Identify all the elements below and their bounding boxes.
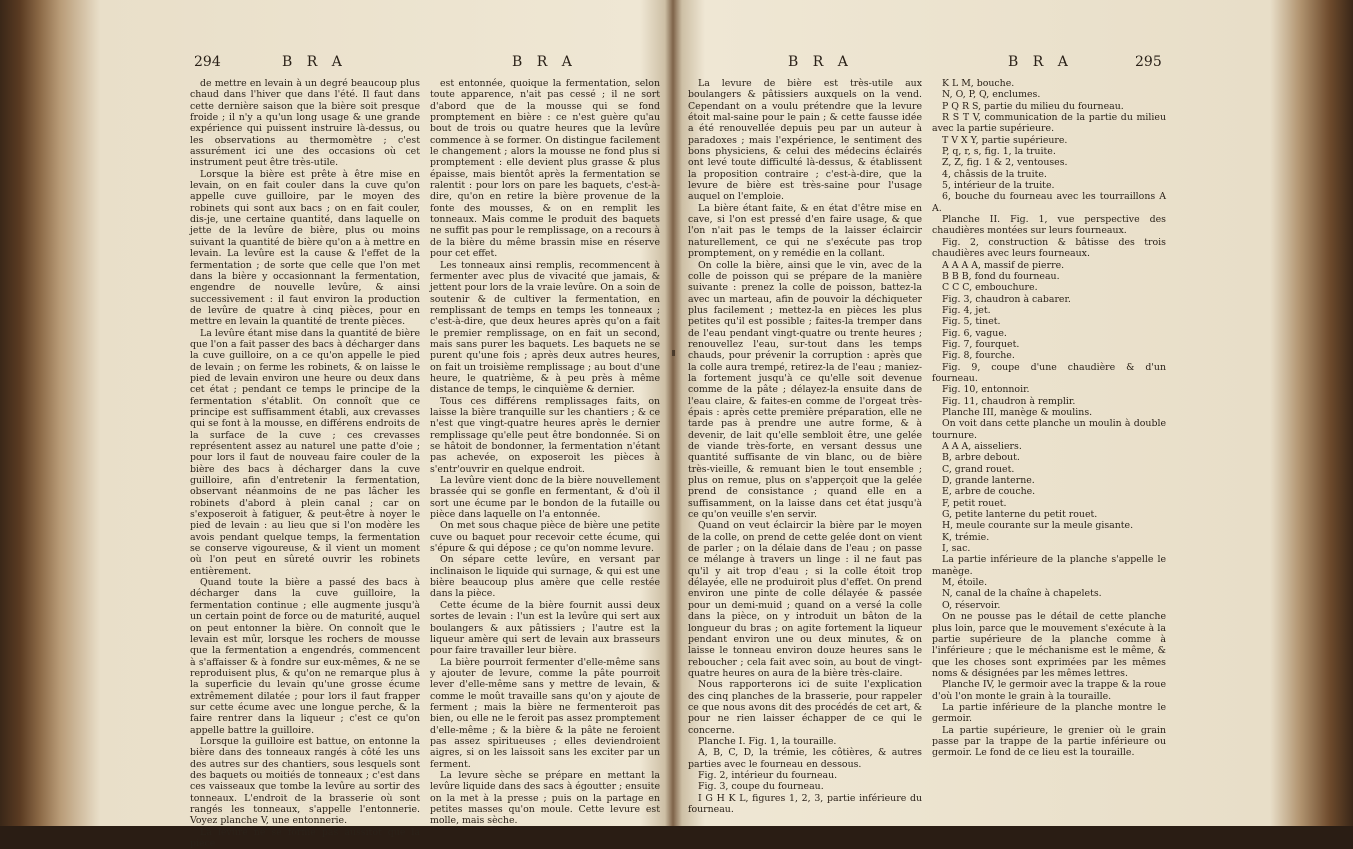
text-column-left-2: [430, 78, 660, 827]
paragraph: La levûre ne se forme pas aussitôt que la pièce: [190, 826, 420, 849]
paragraph: A, B, C, D, la trémie, les côtières, & autres parties avec le fourneau en dessous.: [688, 747, 922, 770]
legend-line: F, petit rouet.: [942, 497, 1007, 509]
paragraph: On sépare cette levûre, en versant par inclinaison le liquide qui surnage, & qui est une bière beaucoup plus amère que celle restée dans la pièce.: [430, 554, 660, 600]
legend-line: La partie inférieure de la planche s'appelle le manège.: [932, 554, 1166, 577]
legend-line: A A A A, massif de pierre.: [942, 259, 1065, 271]
legend-line: M, étoile.: [942, 577, 988, 589]
legend-line: B B B, fond du fourneau.: [942, 270, 1060, 282]
legend-line: Fig. 9, coupe d'une chaudière & d'un fourneau.: [932, 361, 1166, 384]
legend-line: R S T V, communication de la partie du milieu avec la partie supérieure.: [932, 112, 1166, 135]
legend-line: K L M, bouche.: [942, 78, 1015, 89]
legend-line: Fig. 8, fourche.: [942, 350, 1015, 362]
legend-line: B, arbre debout.: [942, 452, 1020, 464]
legend-line: Fig. 11, chaudron à remplir.: [942, 395, 1076, 407]
running-head: B R A: [788, 54, 853, 70]
legend-line: G, petite lanterne du petit rouet.: [942, 509, 1098, 521]
legend-line: Fig. 6, vague.: [942, 327, 1007, 339]
legend-line: I, sac.: [942, 543, 971, 555]
legend-line: 6, bouche du fourneau avec les tourraillons A A.: [932, 191, 1166, 214]
legend-line: Fig. 10, entonnoir.: [942, 384, 1030, 396]
legend-line: Fig. 5, tinet.: [942, 316, 1001, 328]
gutter-mark: [672, 350, 675, 356]
right-page-header: [688, 50, 1166, 78]
right-page: [688, 50, 1166, 815]
paragraph: Lorsque la bière est prête à être mise en levain, on en fait couler dans la cuve qu'on appelle cuve guilloire, par le moyen des robinets qui sont aux bacs ; on en fait couler, dis-je, une certaine quantité, dans laquelle on jette de la levûre de bière, plus ou moins suivant la quantité de bière qu'on a à mettre en levain. La levûre est la cause & l'effet de la fermentation ; de sorte que celle que l'on met dans la bière y occasionnant la fermentation, engendre de nouvelle levûre, & ainsi successivement : il faut environ la production de levûre de quatre à cinq pièces, pour en mettre en levain la quantité de trente pièces.: [190, 168, 420, 328]
paragraph: Quand on veut éclaircir la bière par le moyen de la colle, on prend de cette gelée dont on vient de parler ; on la délaie dans de l'eau ; on passe ce mélange à travers un linge : il ne faut pas qu'il y ait trop d'eau ; si la colle étoit trop délayée, elle ne produiroit plus d'effet. On prend environ une pinte de colle délayée & passée pour un demi-muid ; quand on a versé la colle dans la pièce, on y introduit un bâton de la longueur du bras ; on agite fortement la liqueur pendant environ une ou deux minutes, & on laisse le tonneau environ douze heures sans le reboucher ; cela fait avec soin, au bout de vingt-quatre heures on aura de la bière très-claire.: [688, 520, 922, 679]
legend-line: On ne pousse pas le détail de cette planche plus loin, parce que le mouvement s'exécute à la partie supérieure de la planche comme à l'inférieure ; que le méchanisme est le même, & que les choses sont exprimées par les mêmes noms & désignées par les mêmes lettres.: [932, 611, 1166, 679]
legend-line: Fig. 2, construction & bâtisse des trois chaudières avec leurs fourneaux.: [932, 236, 1166, 260]
left-page-header: [190, 50, 660, 78]
paragraph: La levure de bière est très-utile aux boulangers & pâtissiers auxquels on la vend. Cependant on a voulu prétendre que la levure étoit mal-saine pour le pain ; & cette fausse idée a été renouvellée depuis peu par un auteur à paradoxes ; mais l'expérience, le sentiment des bons physiciens, & celui des médecins éclairés ont levé toute difficulté là-dessus, & établissent la proposition contraire ; c'est-à-dire, que la levure de bière est très-saine pour l'usage auquel on l'emploie.: [688, 78, 922, 203]
legend-line: T V X Y, partie supérieure.: [942, 134, 1068, 146]
legend-line: E, arbre de couche.: [942, 486, 1036, 498]
paragraph: La levûre vient donc de la bière nouvellement brassée qui se gonfle en fermentant, & d'où il sort une écume par le bondon de la futaille ou pièce dans laquelle on l'a entonnée.: [430, 475, 660, 521]
paragraph: La levure sèche se prépare en mettant la levûre liquide dans des sacs à égoutter ; ensuite on la met à la presse ; puis on la partage en petites masses qu'on moule. Cette levure est molle, mais sèche.: [430, 769, 660, 827]
paragraph: On met sous chaque pièce de bière une petite cuve ou baquet pour recevoir cette écume, qui s'épure & qui dépose ; ce qu'on nomme levure.: [430, 520, 660, 555]
legend-line: On voit dans cette planche un moulin à double tournure.: [932, 418, 1166, 441]
paragraph: Nous rapporterons ici de suite l'explication des cinq planches de la brasserie, pour rappeler ce que nous avons dit des procédés de cet art, & pour ne rien laisser échapper de ce qui le concerne.: [688, 679, 922, 736]
paragraph: I G H K L, figures 1, 2, 3, partie inférieure du fourneau.: [688, 792, 922, 815]
legend-line: Fig. 3, chaudron à cabarer.: [942, 293, 1071, 305]
paragraph: Fig. 2, intérieur du fourneau.: [698, 769, 838, 781]
legend-line: N, canal de la chaîne à chapelets.: [942, 588, 1102, 600]
left-page: [190, 50, 660, 849]
text-column-right-2: [932, 78, 1166, 808]
legend-line: C, grand rouet.: [942, 463, 1015, 475]
paragraph: Lorsque la guilloire est battue, on entonne la bière dans des tonneaux rangés à côté les uns des autres sur des chantiers, sous lesquels sont des baquets ou moitiés de tonneaux ; c'est dans ces vaisseaux que tombe la levûre au sortir des tonneaux. L'endroit de la brasserie où sont rangés les tonneaux, s'appelle l'entonnerie. Voyez planche V, une entonnerie.: [190, 735, 420, 827]
paragraph: On colle la bière, ainsi que le vin, avec de la colle de poisson qui se prépare de la manière suivante : prenez la colle de poisson, battez-la avec un marteau, afin de pouvoir la déchiqueter plus facilement ; mettez-la en pièces les plus petites qu'il est possible ; faites-la tremper dans de l'eau pendant vingt-quatre ou trente heures ; renouvellez l'eau, sur-tout dans les temps chauds, pour prévenir la corruption : après que la colle aura trempé, retirez-la de l'eau ; maniez-la fortement jusqu'à ce qu'elle soit devenue comme de la pâte ; délayez-la ensuite dans de l'eau claire, & faites-en comme de l'orgeat très-épais : après cette première préparation, elle ne tarde pas à prendre une autre forme, & à devenir, de lait qu'elle sembloit être, une gelée de viande très-forte, en versant dessus une quantité suffisante de vin blanc, ou de bière très-vieille, & remuant bien le tout ensemble ; plus on remue, plus on s'apperçoit que la gelée prend de consistance ; quand elle en a suffisamment, on la laisse dans cet état jusqu'à ce qu'on veuille s'en servir.: [688, 259, 922, 521]
running-head: B R A: [1008, 54, 1073, 70]
legend-line: O, réservoir.: [942, 599, 1001, 611]
legend-line: Planche II. Fig. 1, vue perspective des chaudières montées sur leurs fourneaux.: [932, 214, 1166, 237]
paragraph: La bière étant faite, & en état d'être mise en cave, si l'on est pressé d'en faire usage, & que l'on n'ait pas le temps de la laisser éclaircir naturellement, ce qui ne s'exécute pas trop promptement, on y remédie en la collant.: [688, 202, 922, 260]
text-column-left-1: [190, 78, 420, 849]
paragraph: La levûre étant mise dans la quantité de bière que l'on a fait passer des bacs à décharger dans la cuve guilloire, on a ce qu'on appelle le pied de levain ; on ferme les robinets, & on laisse le pied de levain environ une heure ou deux dans cet état ; pendant ce temps le principe de la fermentation s'établit. On connoît que ce principe est suffisamment établi, aux crevasses qui se font à la mousse, en différens endroits de la surface de la cuve ; ces crevasses représentent assez au naturel une patte d'oie ; pour lors il faut de nouveau faire couler de la bière des bacs à décharger dans la cuve guilloire, afin d'entretenir la fermentation, observant néanmoins de ne pas lâcher les robinets d'abord à plein canal ; car on s'exposeroit à fatiguer, & peut-être à noyer le pied de levain : au lieu que si l'on modère les avois pendant quelque temps, la fermentation se conserve vigoureuse, & il vient un moment où l'on peut en sûreté ouvrir les robinets entièrement.: [190, 327, 420, 577]
legend-line: 4, châssis de la truite.: [942, 168, 1047, 180]
legend-line: Fig. 4, jet.: [942, 304, 991, 316]
text-column-right-1: [688, 78, 922, 815]
paragraph: Les tonneaux ainsi remplis, recommencent à fermenter avec plus de vivacité que jamais, & jettent pour lors de la vraie levûre. On a soin de soutenir & de cultiver la fermentation, en remplissant de temps en temps les tonneaux ; c'est-à-dire, que deux heures après qu'on a fait le premier remplissage, on en fait un second, mais sans purer les baquets. Les baquets ne se purent qu'une fois ; après deux autres heures, on fait un troisième remplissage ; au bout d'une heure, le quatrième, & à peu près à même distance de temps, le cinquième & dernier.: [430, 259, 660, 396]
legend-line: La partie inférieure de la planche montre le germoir.: [932, 701, 1166, 725]
legend-line: D, grande lanterne.: [942, 475, 1035, 487]
legend-line: P, q, r, s, fig. 1, la truite.: [942, 146, 1056, 158]
paragraph: La bière pourroit fermenter d'elle-même sans y ajouter de levure, comme la pâte pourroit lever d'elle-même sans y mettre de levain, & comme le moût travaille sans qu'on y ajoute de ferment ; mais la bière ne fermenteroit pas bien, ou elle ne le feroit pas assez promptement d'elle-même ; & la bière & la pâte ne feroient pas assez spiritueuses ; elles deviendroient aigres, si on les laissoit sans les exciter par un ferment.: [430, 656, 660, 770]
paragraph: Cette écume de la bière fournit aussi deux sortes de levain : l'un est la levûre qui sert aux boulangers & aux pâtissiers ; l'autre est la liqueur amère qui sert de levain aux brasseurs pour faire travailler leur bière.: [430, 599, 660, 657]
paragraph: Planche I. Fig. 1, la touraille.: [698, 735, 837, 747]
paragraph: de mettre en levain à un degré beaucoup plus chaud dans l'hiver que dans l'été. Il faut dans cette dernière saison que la bière soit presque froide ; il n'y a qu'un long usage & une grande expérience qui puissent instruire là-dessus, ou les observations au thermomètre ; c'est assurément ici une des occasions où cet instrument peut être très-utile.: [190, 78, 420, 169]
legend-line: P Q R S, partie du milieu du fourneau.: [942, 100, 1124, 112]
paragraph: Fig. 3, coupe du fourneau.: [698, 781, 824, 793]
legend-line: La partie supérieure, le grenier où le grain passe par la trappe de la partie inférieure ou germoir. Le fond de ce lieu est la touraille.: [932, 724, 1166, 759]
legend-line: K, trémie.: [942, 531, 990, 543]
paragraph: Quand toute la bière a passé des bacs à décharger dans la cuve guilloire, la fermentation continue ; elle augmente jusqu'à un certain point de force ou de maturité, auquel on peut entonner la bière. On connoît que le levain est mûr, lorsque les rochers de mousse que la fermentation a engendrés, commencent à s'affaisser & à fondre sur eux-mêmes, & ne se reproduisent plus, & qu'on ne remarque plus à la superficie du levain qu'une grosse écume extrêmement dilatée ; pour lors il faut frapper sur cette écume avec une longue perche, & la faire rentrer dans la liqueur ; c'est ce qu'on appelle battre la guilloire.: [190, 577, 420, 736]
page-number-right: 295: [1135, 54, 1162, 70]
legend-line: A A A, aisseliers.: [942, 441, 1022, 452]
legend-line: N, O, P, Q, enclumes.: [942, 89, 1041, 101]
legend-line: Z, Z, fig. 1 & 2, ventouses.: [942, 157, 1068, 169]
legend-line: H, meule courante sur la meule gisante.: [942, 520, 1134, 532]
page-number-left: 294: [194, 54, 221, 70]
paragraph: Tous ces différens remplissages faits, on laisse la bière tranquille sur les chantiers ; & ce n'est que vingt-quatre heures après le dernier remplissage qu'elle peut être bondonnée. Si on se hâtoit de bondonner, la fermentation n'étant pas achevée, on exposeroit les pièces à s'entr'ouvrir en quelque endroit.: [430, 395, 660, 475]
legend-line: C C C, embouchure.: [942, 282, 1038, 294]
legend-line: 5, intérieur de la truite.: [942, 180, 1055, 192]
legend-line: Fig. 7, fourquet.: [942, 338, 1020, 350]
legend-line: Planche IV, le germoir avec la trappe & la roue d'où l'on monte le grain à la touraille.: [932, 679, 1166, 702]
legend-line: Planche III, manège & moulins.: [942, 406, 1093, 418]
running-head: B R A: [282, 54, 347, 70]
running-head: B R A: [512, 54, 577, 70]
paragraph: est entonnée, quoique la fermentation, selon toute apparence, n'ait pas cessé ; il ne sort d'abord que de la mousse qui se fond promptement en bière : ce n'est guère qu'au bout de trois ou quatre heures que la levûre commence à se former. On distingue facilement le changement ; alors la mousse ne fond plus si promptement : elle devient plus grasse & plus épaisse, mais bientôt après la fermentation se ralentit : pour lors on pare les baquets, c'est-à-dire, qu'on en retire la bière provenue de la fonte des mousses, & on en remplit les tonneaux. Mais comme le produit des baquets ne suffit pas pour le remplissage, on a recours à de la bière du même brassin mise en réserve pour cet effet.: [430, 78, 660, 260]
